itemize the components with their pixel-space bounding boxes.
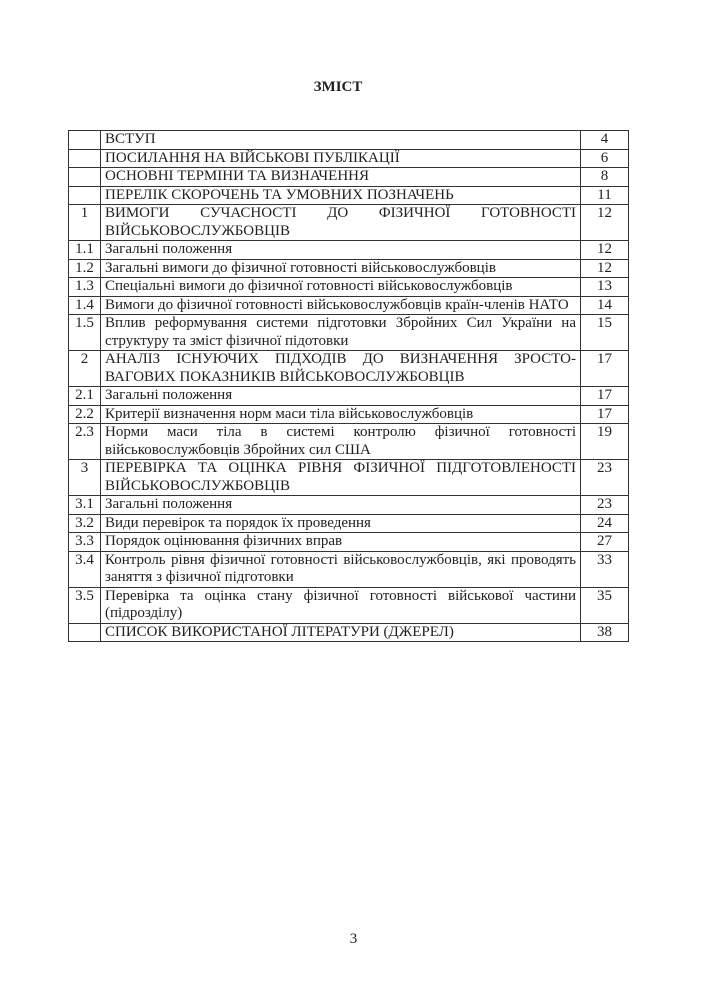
toc-page: 17 — [581, 387, 629, 406]
toc-number: 2 — [69, 351, 101, 387]
toc-page: 12 — [581, 259, 629, 278]
toc-page: 38 — [581, 623, 629, 642]
toc-row — [69, 351, 629, 387]
toc-page: 15 — [581, 315, 629, 351]
toc-page: 13 — [581, 278, 629, 297]
toc-number: 3.2 — [69, 514, 101, 533]
toc-row — [69, 405, 629, 424]
toc-title: Загальні вимоги до фізичної готовності військовослужбовців — [101, 259, 581, 278]
toc-number: 3 — [69, 460, 101, 496]
toc-title: Загальні положення — [101, 241, 581, 260]
toc-row — [69, 278, 629, 297]
toc-row — [69, 296, 629, 315]
toc-page: 14 — [581, 296, 629, 315]
toc-page: 4 — [581, 131, 629, 150]
toc-number — [69, 186, 101, 205]
toc-table — [68, 130, 629, 642]
toc-row — [69, 551, 629, 587]
toc-page: 12 — [581, 241, 629, 260]
toc-number — [69, 149, 101, 168]
toc-row — [69, 387, 629, 406]
toc-title: ПЕРЕЛІК СКОРОЧЕНЬ ТА УМОВНИХ ПОЗНАЧЕНЬ — [101, 186, 581, 205]
toc-title: Порядок оцінювання фізичних вправ — [101, 533, 581, 552]
toc-number — [69, 623, 101, 642]
toc-number: 2.1 — [69, 387, 101, 406]
toc-row — [69, 168, 629, 187]
toc-title: ОСНОВНІ ТЕРМІНИ ТА ВИЗНАЧЕННЯ — [101, 168, 581, 187]
toc-page: 33 — [581, 551, 629, 587]
toc-title: Контроль рівня фізичної готовності військовослужбовців, які проводять заняття з фізичної підготовки — [101, 551, 581, 587]
page-title: ЗМІСТ — [313, 79, 363, 95]
toc-page: 19 — [581, 424, 629, 460]
toc-row — [69, 496, 629, 515]
toc-page: 6 — [581, 149, 629, 168]
page-number: 3 — [349, 931, 358, 947]
toc-number: 1.5 — [69, 315, 101, 351]
toc-number: 2.3 — [69, 424, 101, 460]
toc-title: ВСТУП — [101, 131, 581, 150]
toc-number: 1 — [69, 205, 101, 241]
toc-row — [69, 424, 629, 460]
toc-page: 23 — [581, 496, 629, 515]
toc-title: Вплив реформування системи підготовки Збройних Сил України на структуру та зміст фізичної підотовки — [101, 315, 581, 351]
toc-number — [69, 168, 101, 187]
toc-title: ВИМОГИ СУЧАСНОСТІ ДО ФІЗИЧНОЇ ГОТОВНОСТІ ВІЙСЬКОВОСЛУЖБОВЦІВ — [101, 205, 581, 241]
toc-row — [69, 241, 629, 260]
toc-number: 2.2 — [69, 405, 101, 424]
toc-page: 17 — [581, 405, 629, 424]
toc-title: АНАЛІЗ ІСНУЮЧИХ ПІДХОДІВ ДО ВИЗНАЧЕННЯ ЗРОСТО-ВАГОВИХ ПОКАЗНИКІВ ВІЙСЬКОВОСЛУЖБОВЦІВ — [101, 351, 581, 387]
toc-row — [69, 149, 629, 168]
toc-number: 1.1 — [69, 241, 101, 260]
toc-number: 1.3 — [69, 278, 101, 297]
toc-page: 27 — [581, 533, 629, 552]
toc-number: 3.5 — [69, 587, 101, 623]
toc-page: 11 — [581, 186, 629, 205]
toc-row — [69, 514, 629, 533]
toc-row — [69, 587, 629, 623]
toc-row — [69, 315, 629, 351]
toc-page: 35 — [581, 587, 629, 623]
toc-number: 3.4 — [69, 551, 101, 587]
toc-title: Перевірка та оцінка стану фізичної готовності військової частини (підрозділу) — [101, 587, 581, 623]
toc-title: Норми маси тіла в системі контролю фізичної готовності військовослужбовців Збройних сил США — [101, 424, 581, 460]
toc-title: ПЕРЕВІРКА ТА ОЦІНКА РІВНЯ ФІЗИЧНОЇ ПІДГОТОВЛЕНОСТІ ВІЙСЬКОВОСЛУЖБОВЦІВ — [101, 460, 581, 496]
toc-row — [69, 131, 629, 150]
toc-title: ПОСИЛАННЯ НА ВІЙСЬКОВІ ПУБЛІКАЦІЇ — [101, 149, 581, 168]
toc-row — [69, 186, 629, 205]
toc-page: 8 — [581, 168, 629, 187]
toc-title: Спеціальні вимоги до фізичної готовності військовослужбовців — [101, 278, 581, 297]
toc-number — [69, 131, 101, 150]
toc-row — [69, 460, 629, 496]
toc-number: 3.3 — [69, 533, 101, 552]
toc-page: 12 — [581, 205, 629, 241]
toc-title: Вимоги до фізичної готовності військовослужбовців країн-членів НАТО — [101, 296, 581, 315]
toc-row — [69, 533, 629, 552]
toc-number: 1.2 — [69, 259, 101, 278]
toc-row — [69, 259, 629, 278]
toc-title: Загальні положення — [101, 387, 581, 406]
toc-row — [69, 205, 629, 241]
toc-page: 23 — [581, 460, 629, 496]
toc-number: 1.4 — [69, 296, 101, 315]
toc-title: СПИСОК ВИКОРИСТАНОЇ ЛІТЕРАТУРИ (ДЖЕРЕЛ) — [101, 623, 581, 642]
toc-title: Загальні положення — [101, 496, 581, 515]
toc-row — [69, 623, 629, 642]
toc-number: 3.1 — [69, 496, 101, 515]
toc-page: 17 — [581, 351, 629, 387]
toc-title: Види перевірок та порядок їх проведення — [101, 514, 581, 533]
toc-page: 24 — [581, 514, 629, 533]
toc-title: Критерії визначення норм маси тіла військовослужбовців — [101, 405, 581, 424]
